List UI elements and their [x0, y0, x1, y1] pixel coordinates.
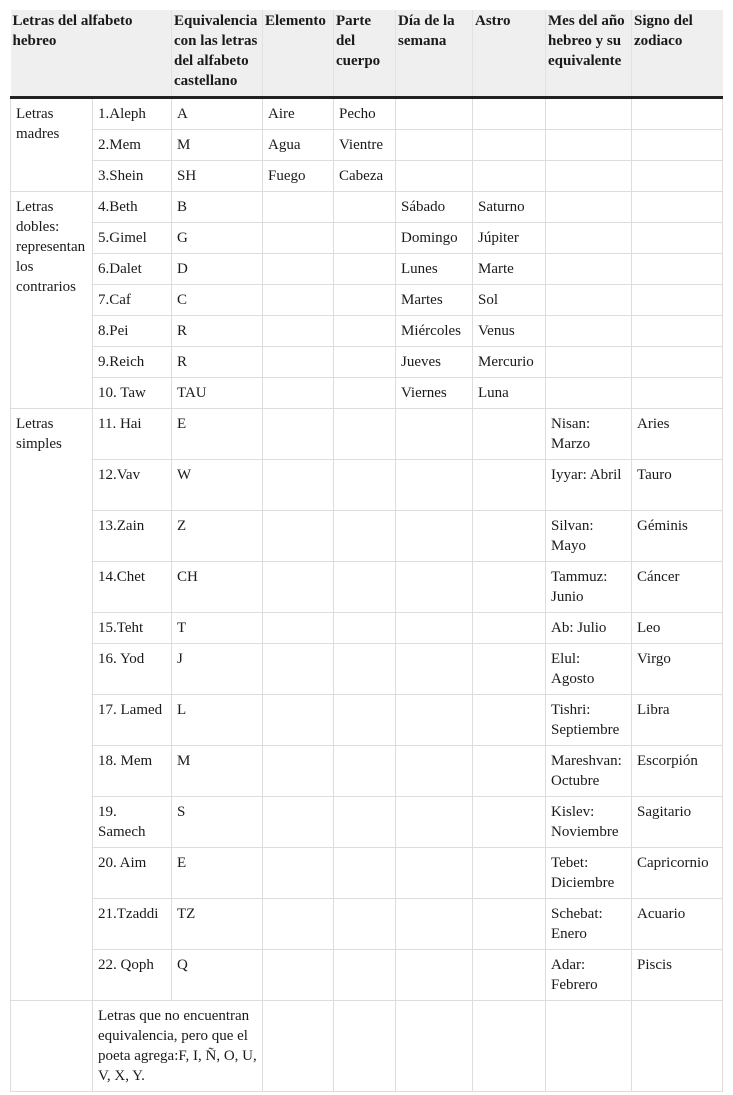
cell-letra: 1.Aleph	[93, 98, 172, 130]
cell-dia	[396, 409, 473, 460]
cell-equiv: B	[172, 192, 263, 223]
cell-parte: Pecho	[334, 98, 396, 130]
cell-elemento	[263, 613, 334, 644]
cell-dia	[396, 511, 473, 562]
cell-elemento	[263, 950, 334, 1001]
cell-equiv: SH	[172, 161, 263, 192]
cell-parte	[334, 746, 396, 797]
cell-mes	[546, 316, 632, 347]
cell-mes	[546, 98, 632, 130]
cell-parte	[334, 950, 396, 1001]
cell-mes: Silvan: Mayo	[546, 511, 632, 562]
cell-elemento	[263, 848, 334, 899]
table-row	[11, 130, 723, 161]
cell-dia	[396, 848, 473, 899]
cell-equiv: D	[172, 254, 263, 285]
cell-dia	[396, 899, 473, 950]
cell-signo: Aries	[632, 409, 723, 460]
cell-letra: 21.Tzaddi	[93, 899, 172, 950]
cell-parte	[334, 285, 396, 316]
cell-signo: Cáncer	[632, 562, 723, 613]
cell-dia: Miércoles	[396, 316, 473, 347]
cell-letra: 18. Mem	[93, 746, 172, 797]
cell-elemento: Aire	[263, 98, 334, 130]
cell-letra: 17. Lamed	[93, 695, 172, 746]
cell-equiv: A	[172, 98, 263, 130]
cell-mes	[546, 254, 632, 285]
cell-parte	[334, 613, 396, 644]
group-label-simples: Letras simples	[11, 409, 93, 1001]
table-row	[11, 192, 723, 223]
cell-parte: Vientre	[334, 130, 396, 161]
note-empty-cell	[263, 1001, 334, 1092]
cell-elemento: Agua	[263, 130, 334, 161]
cell-elemento	[263, 316, 334, 347]
cell-astro	[473, 511, 546, 562]
cell-signo: Sagitario	[632, 797, 723, 848]
cell-astro	[473, 797, 546, 848]
cell-dia	[396, 161, 473, 192]
cell-signo	[632, 192, 723, 223]
cell-parte	[334, 562, 396, 613]
cell-elemento	[263, 347, 334, 378]
cell-parte	[334, 460, 396, 511]
cell-signo: Tauro	[632, 460, 723, 511]
cell-equiv: R	[172, 316, 263, 347]
cell-astro: Venus	[473, 316, 546, 347]
cell-parte	[334, 223, 396, 254]
cell-letra: 14.Chet	[93, 562, 172, 613]
cell-letra: 2.Mem	[93, 130, 172, 161]
cell-signo: Leo	[632, 613, 723, 644]
cell-signo: Virgo	[632, 644, 723, 695]
cell-astro: Sol	[473, 285, 546, 316]
note-empty-cell	[632, 1001, 723, 1092]
note-cell: Letras que no encuentran equivalencia, pero que el poeta agrega:F, I, Ñ, O, U, V, X, Y.	[93, 1001, 263, 1092]
cell-astro	[473, 644, 546, 695]
cell-astro: Júpiter	[473, 223, 546, 254]
cell-astro	[473, 695, 546, 746]
cell-parte: Cabeza	[334, 161, 396, 192]
cell-mes	[546, 347, 632, 378]
cell-dia	[396, 950, 473, 1001]
cell-mes: Ab: Julio	[546, 613, 632, 644]
table-row	[11, 347, 723, 378]
cell-elemento	[263, 223, 334, 254]
cell-parte	[334, 316, 396, 347]
cell-equiv: M	[172, 130, 263, 161]
cell-equiv: L	[172, 695, 263, 746]
cell-astro	[473, 460, 546, 511]
cell-parte	[334, 797, 396, 848]
cell-parte	[334, 848, 396, 899]
cell-parte	[334, 409, 396, 460]
cell-letra: 4.Beth	[93, 192, 172, 223]
table-row	[11, 950, 723, 1001]
group-label-dobles: Letras dobles: representan los contrarios	[11, 192, 93, 409]
cell-parte	[334, 695, 396, 746]
note-empty-cell	[11, 1001, 93, 1092]
cell-letra: 3.Shein	[93, 161, 172, 192]
header-astro: Astro	[473, 10, 546, 98]
cell-mes: Schebat: Enero	[546, 899, 632, 950]
cell-mes: Adar: Febrero	[546, 950, 632, 1001]
table-row	[11, 378, 723, 409]
cell-parte	[334, 378, 396, 409]
table-row	[11, 316, 723, 347]
cell-elemento	[263, 511, 334, 562]
cell-mes	[546, 223, 632, 254]
cell-astro	[473, 161, 546, 192]
cell-mes	[546, 192, 632, 223]
cell-signo	[632, 285, 723, 316]
cell-elemento	[263, 460, 334, 511]
cell-equiv: CH	[172, 562, 263, 613]
cell-elemento	[263, 695, 334, 746]
cell-mes: Tishri: Septiembre	[546, 695, 632, 746]
cell-mes	[546, 378, 632, 409]
cell-equiv: G	[172, 223, 263, 254]
cell-elemento	[263, 192, 334, 223]
cell-elemento	[263, 644, 334, 695]
table-row	[11, 644, 723, 695]
cell-mes: Tebet: Diciembre	[546, 848, 632, 899]
table-row	[11, 223, 723, 254]
table-row	[11, 460, 723, 511]
table-row	[11, 161, 723, 192]
note-empty-cell	[396, 1001, 473, 1092]
table-row	[11, 613, 723, 644]
cell-equiv: C	[172, 285, 263, 316]
cell-equiv: TZ	[172, 899, 263, 950]
cell-signo	[632, 378, 723, 409]
cell-mes: Kislev: Noviembre	[546, 797, 632, 848]
table-row	[11, 695, 723, 746]
cell-dia: Domingo	[396, 223, 473, 254]
cell-letra: 13.Zain	[93, 511, 172, 562]
cell-letra: 6.Dalet	[93, 254, 172, 285]
cell-mes	[546, 161, 632, 192]
cell-astro	[473, 130, 546, 161]
cell-letra: 19. Samech	[93, 797, 172, 848]
cell-astro	[473, 562, 546, 613]
header-equivalencia: Equivalencia con las letras del alfabeto castellano	[172, 10, 263, 98]
cell-dia: Martes	[396, 285, 473, 316]
table-row	[11, 848, 723, 899]
cell-letra: 20. Aim	[93, 848, 172, 899]
cell-astro	[473, 613, 546, 644]
cell-equiv: J	[172, 644, 263, 695]
cell-astro	[473, 746, 546, 797]
cell-signo	[632, 223, 723, 254]
hebrew-alphabet-table	[10, 10, 723, 1092]
cell-astro	[473, 409, 546, 460]
cell-signo	[632, 316, 723, 347]
header-mes: Mes del año hebreo y su equivalente	[546, 10, 632, 98]
header-letras: Letras del alfabeto hebreo	[11, 10, 172, 98]
group-label-madres: Letras madres	[11, 98, 93, 192]
cell-astro: Mercurio	[473, 347, 546, 378]
cell-mes: Elul: Agosto	[546, 644, 632, 695]
table-body	[11, 98, 723, 1092]
cell-mes: Mareshvan: Octubre	[546, 746, 632, 797]
note-empty-cell	[334, 1001, 396, 1092]
cell-signo: Capricornio	[632, 848, 723, 899]
cell-letra: 5.Gimel	[93, 223, 172, 254]
cell-signo	[632, 161, 723, 192]
table-row	[11, 254, 723, 285]
cell-letra: 8.Pei	[93, 316, 172, 347]
cell-elemento	[263, 409, 334, 460]
table-row	[11, 797, 723, 848]
cell-letra: 16. Yod	[93, 644, 172, 695]
table-row	[11, 98, 723, 130]
cell-astro	[473, 899, 546, 950]
table-row	[11, 562, 723, 613]
cell-signo: Escorpión	[632, 746, 723, 797]
header-parte: Parte del cuerpo	[334, 10, 396, 98]
table-row	[11, 511, 723, 562]
cell-elemento	[263, 797, 334, 848]
cell-letra: 15.Teht	[93, 613, 172, 644]
cell-mes: Tammuz: Junio	[546, 562, 632, 613]
cell-dia	[396, 644, 473, 695]
cell-dia	[396, 746, 473, 797]
cell-mes	[546, 130, 632, 161]
cell-elemento	[263, 562, 334, 613]
cell-elemento	[263, 378, 334, 409]
cell-parte	[334, 899, 396, 950]
header-dia: Día de la semana	[396, 10, 473, 98]
note-empty-cell	[473, 1001, 546, 1092]
cell-parte	[334, 347, 396, 378]
table-row	[11, 899, 723, 950]
note-empty-cell	[546, 1001, 632, 1092]
cell-elemento: Fuego	[263, 161, 334, 192]
cell-signo	[632, 254, 723, 285]
cell-equiv: E	[172, 848, 263, 899]
cell-dia: Sábado	[396, 192, 473, 223]
table-row	[11, 409, 723, 460]
cell-dia	[396, 460, 473, 511]
cell-mes: Nisan: Marzo	[546, 409, 632, 460]
cell-astro: Luna	[473, 378, 546, 409]
cell-elemento	[263, 746, 334, 797]
header-signo: Signo del zodiaco	[632, 10, 723, 98]
cell-astro	[473, 848, 546, 899]
cell-signo	[632, 130, 723, 161]
header-row	[11, 10, 723, 98]
cell-dia	[396, 613, 473, 644]
cell-equiv: E	[172, 409, 263, 460]
cell-letra: 22. Qoph	[93, 950, 172, 1001]
cell-dia	[396, 98, 473, 130]
cell-equiv: T	[172, 613, 263, 644]
cell-equiv: W	[172, 460, 263, 511]
cell-equiv: M	[172, 746, 263, 797]
cell-elemento	[263, 285, 334, 316]
cell-signo: Piscis	[632, 950, 723, 1001]
cell-letra: 12.Vav	[93, 460, 172, 511]
cell-astro	[473, 950, 546, 1001]
cell-dia: Jueves	[396, 347, 473, 378]
cell-astro: Saturno	[473, 192, 546, 223]
cell-equiv: S	[172, 797, 263, 848]
cell-dia: Viernes	[396, 378, 473, 409]
cell-elemento	[263, 899, 334, 950]
cell-dia: Lunes	[396, 254, 473, 285]
cell-dia	[396, 797, 473, 848]
cell-letra: 11. Hai	[93, 409, 172, 460]
cell-equiv: TAU	[172, 378, 263, 409]
cell-parte	[334, 511, 396, 562]
cell-equiv: R	[172, 347, 263, 378]
cell-dia	[396, 562, 473, 613]
cell-mes	[546, 285, 632, 316]
cell-mes: Iyyar: Abril	[546, 460, 632, 511]
note-row	[11, 1001, 723, 1092]
cell-signo: Acuario	[632, 899, 723, 950]
cell-elemento	[263, 254, 334, 285]
cell-astro	[473, 98, 546, 130]
cell-parte	[334, 254, 396, 285]
cell-signo	[632, 98, 723, 130]
cell-signo	[632, 347, 723, 378]
table-row	[11, 285, 723, 316]
cell-equiv: Z	[172, 511, 263, 562]
table-row	[11, 746, 723, 797]
cell-letra: 7.Caf	[93, 285, 172, 316]
cell-letra: 10. Taw	[93, 378, 172, 409]
cell-astro: Marte	[473, 254, 546, 285]
cell-letra: 9.Reich	[93, 347, 172, 378]
cell-signo: Libra	[632, 695, 723, 746]
header-elemento: Elemento	[263, 10, 334, 98]
cell-equiv: Q	[172, 950, 263, 1001]
cell-dia	[396, 695, 473, 746]
cell-dia	[396, 130, 473, 161]
cell-parte	[334, 644, 396, 695]
cell-parte	[334, 192, 396, 223]
cell-signo: Géminis	[632, 511, 723, 562]
